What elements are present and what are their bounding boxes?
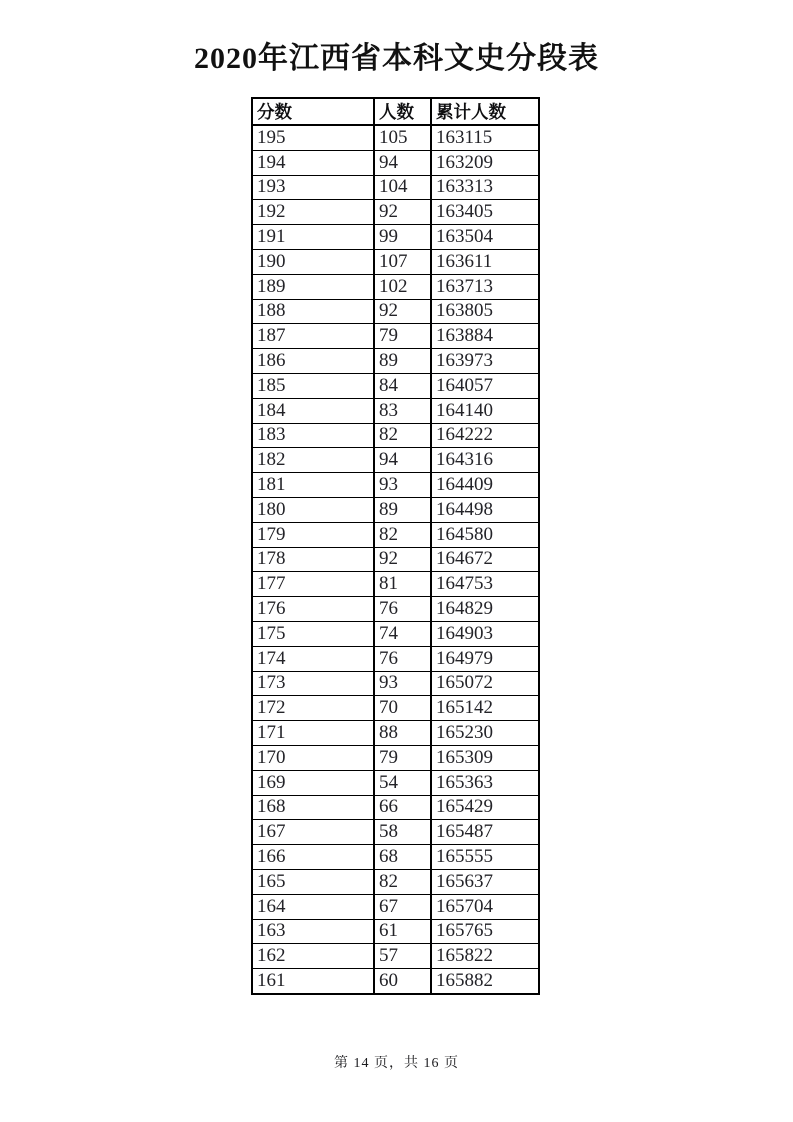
cumulative-cell: 165363 xyxy=(431,770,539,795)
count-cell: 92 xyxy=(374,299,431,324)
count-cell: 99 xyxy=(374,225,431,250)
table-row xyxy=(252,845,539,870)
table-row xyxy=(252,473,539,498)
count-cell: 93 xyxy=(374,671,431,696)
count-cell: 68 xyxy=(374,845,431,870)
table-row xyxy=(252,745,539,770)
table-row xyxy=(252,175,539,200)
count-cell: 60 xyxy=(374,969,431,994)
count-cell: 107 xyxy=(374,249,431,274)
score-cell: 163 xyxy=(252,919,374,944)
score-cell: 178 xyxy=(252,547,374,572)
table-row xyxy=(252,869,539,894)
table-row xyxy=(252,150,539,175)
page-footer: 第 14 页，共 16 页 xyxy=(334,1056,459,1071)
score-cell: 161 xyxy=(252,969,374,994)
count-cell: 92 xyxy=(374,547,431,572)
cumulative-cell: 163884 xyxy=(431,324,539,349)
score-cell: 175 xyxy=(252,621,374,646)
table-row xyxy=(252,349,539,374)
table-row xyxy=(252,795,539,820)
column-header-cumulative: 累计人数 xyxy=(431,98,539,125)
cumulative-cell: 164753 xyxy=(431,572,539,597)
score-table xyxy=(251,97,540,995)
count-cell: 89 xyxy=(374,497,431,522)
cumulative-cell: 163611 xyxy=(431,249,539,274)
column-header-count: 人数 xyxy=(374,98,431,125)
table-row xyxy=(252,721,539,746)
cumulative-cell: 165142 xyxy=(431,696,539,721)
table-row xyxy=(252,597,539,622)
cumulative-cell: 165765 xyxy=(431,919,539,944)
count-cell: 57 xyxy=(374,944,431,969)
count-cell: 74 xyxy=(374,621,431,646)
score-cell: 176 xyxy=(252,597,374,622)
score-cell: 192 xyxy=(252,200,374,225)
score-cell: 170 xyxy=(252,745,374,770)
cumulative-cell: 163405 xyxy=(431,200,539,225)
table-row xyxy=(252,547,539,572)
score-cell: 177 xyxy=(252,572,374,597)
score-cell: 172 xyxy=(252,696,374,721)
count-cell: 83 xyxy=(374,398,431,423)
count-cell: 92 xyxy=(374,200,431,225)
count-cell: 104 xyxy=(374,175,431,200)
count-cell: 82 xyxy=(374,522,431,547)
table-header xyxy=(252,98,539,125)
cumulative-cell: 163115 xyxy=(431,125,539,150)
score-cell: 185 xyxy=(252,373,374,398)
table-body xyxy=(252,125,539,994)
cumulative-cell: 164057 xyxy=(431,373,539,398)
cumulative-cell: 165487 xyxy=(431,820,539,845)
score-cell: 189 xyxy=(252,274,374,299)
table-row xyxy=(252,200,539,225)
table-row xyxy=(252,894,539,919)
cumulative-cell: 164979 xyxy=(431,646,539,671)
table-row xyxy=(252,621,539,646)
cumulative-cell: 163973 xyxy=(431,349,539,374)
score-cell: 194 xyxy=(252,150,374,175)
count-cell: 102 xyxy=(374,274,431,299)
count-cell: 82 xyxy=(374,869,431,894)
count-cell: 79 xyxy=(374,745,431,770)
table-row xyxy=(252,572,539,597)
table-row xyxy=(252,646,539,671)
score-cell: 180 xyxy=(252,497,374,522)
cumulative-cell: 164316 xyxy=(431,448,539,473)
cumulative-cell: 165429 xyxy=(431,795,539,820)
cumulative-cell: 165230 xyxy=(431,721,539,746)
count-cell: 94 xyxy=(374,150,431,175)
table-row xyxy=(252,671,539,696)
table-row xyxy=(252,944,539,969)
cumulative-cell: 164903 xyxy=(431,621,539,646)
score-cell: 181 xyxy=(252,473,374,498)
cumulative-cell: 163713 xyxy=(431,274,539,299)
table-header-row xyxy=(252,98,539,125)
count-cell: 76 xyxy=(374,597,431,622)
count-cell: 82 xyxy=(374,423,431,448)
count-cell: 76 xyxy=(374,646,431,671)
score-cell: 168 xyxy=(252,795,374,820)
table-row xyxy=(252,398,539,423)
cumulative-cell: 164829 xyxy=(431,597,539,622)
cumulative-cell: 164222 xyxy=(431,423,539,448)
cumulative-cell: 163504 xyxy=(431,225,539,250)
score-cell: 184 xyxy=(252,398,374,423)
table-row xyxy=(252,249,539,274)
score-cell: 167 xyxy=(252,820,374,845)
count-cell: 61 xyxy=(374,919,431,944)
count-cell: 89 xyxy=(374,349,431,374)
cumulative-cell: 164498 xyxy=(431,497,539,522)
score-cell: 190 xyxy=(252,249,374,274)
table-row xyxy=(252,274,539,299)
table-row xyxy=(252,919,539,944)
table-row xyxy=(252,225,539,250)
score-cell: 179 xyxy=(252,522,374,547)
page-title: 2020年江西省本科文史分段表 xyxy=(194,42,599,75)
score-cell: 174 xyxy=(252,646,374,671)
count-cell: 93 xyxy=(374,473,431,498)
score-cell: 165 xyxy=(252,869,374,894)
score-cell: 187 xyxy=(252,324,374,349)
cumulative-cell: 165637 xyxy=(431,869,539,894)
score-cell: 162 xyxy=(252,944,374,969)
count-cell: 66 xyxy=(374,795,431,820)
cumulative-cell: 163805 xyxy=(431,299,539,324)
cumulative-cell: 165309 xyxy=(431,745,539,770)
count-cell: 105 xyxy=(374,125,431,150)
table-row xyxy=(252,497,539,522)
cumulative-cell: 164580 xyxy=(431,522,539,547)
cumulative-cell: 164140 xyxy=(431,398,539,423)
table-row xyxy=(252,125,539,150)
score-cell: 182 xyxy=(252,448,374,473)
cumulative-cell: 163313 xyxy=(431,175,539,200)
table-row xyxy=(252,448,539,473)
table-row xyxy=(252,770,539,795)
score-cell: 183 xyxy=(252,423,374,448)
table-row xyxy=(252,820,539,845)
cumulative-cell: 165704 xyxy=(431,894,539,919)
score-cell: 188 xyxy=(252,299,374,324)
score-cell: 166 xyxy=(252,845,374,870)
count-cell: 58 xyxy=(374,820,431,845)
count-cell: 81 xyxy=(374,572,431,597)
count-cell: 54 xyxy=(374,770,431,795)
cumulative-cell: 165822 xyxy=(431,944,539,969)
table-row xyxy=(252,522,539,547)
cumulative-cell: 164672 xyxy=(431,547,539,572)
score-cell: 195 xyxy=(252,125,374,150)
table-row xyxy=(252,299,539,324)
count-cell: 94 xyxy=(374,448,431,473)
score-cell: 164 xyxy=(252,894,374,919)
score-cell: 191 xyxy=(252,225,374,250)
table-row xyxy=(252,373,539,398)
cumulative-cell: 165882 xyxy=(431,969,539,994)
score-cell: 173 xyxy=(252,671,374,696)
score-cell: 169 xyxy=(252,770,374,795)
score-cell: 193 xyxy=(252,175,374,200)
table-row xyxy=(252,423,539,448)
count-cell: 88 xyxy=(374,721,431,746)
count-cell: 67 xyxy=(374,894,431,919)
cumulative-cell: 164409 xyxy=(431,473,539,498)
column-header-score: 分数 xyxy=(252,98,374,125)
table-row xyxy=(252,324,539,349)
count-cell: 79 xyxy=(374,324,431,349)
cumulative-cell: 165555 xyxy=(431,845,539,870)
count-cell: 84 xyxy=(374,373,431,398)
cumulative-cell: 165072 xyxy=(431,671,539,696)
table-row xyxy=(252,969,539,994)
table-row xyxy=(252,696,539,721)
score-cell: 171 xyxy=(252,721,374,746)
count-cell: 70 xyxy=(374,696,431,721)
cumulative-cell: 163209 xyxy=(431,150,539,175)
score-cell: 186 xyxy=(252,349,374,374)
